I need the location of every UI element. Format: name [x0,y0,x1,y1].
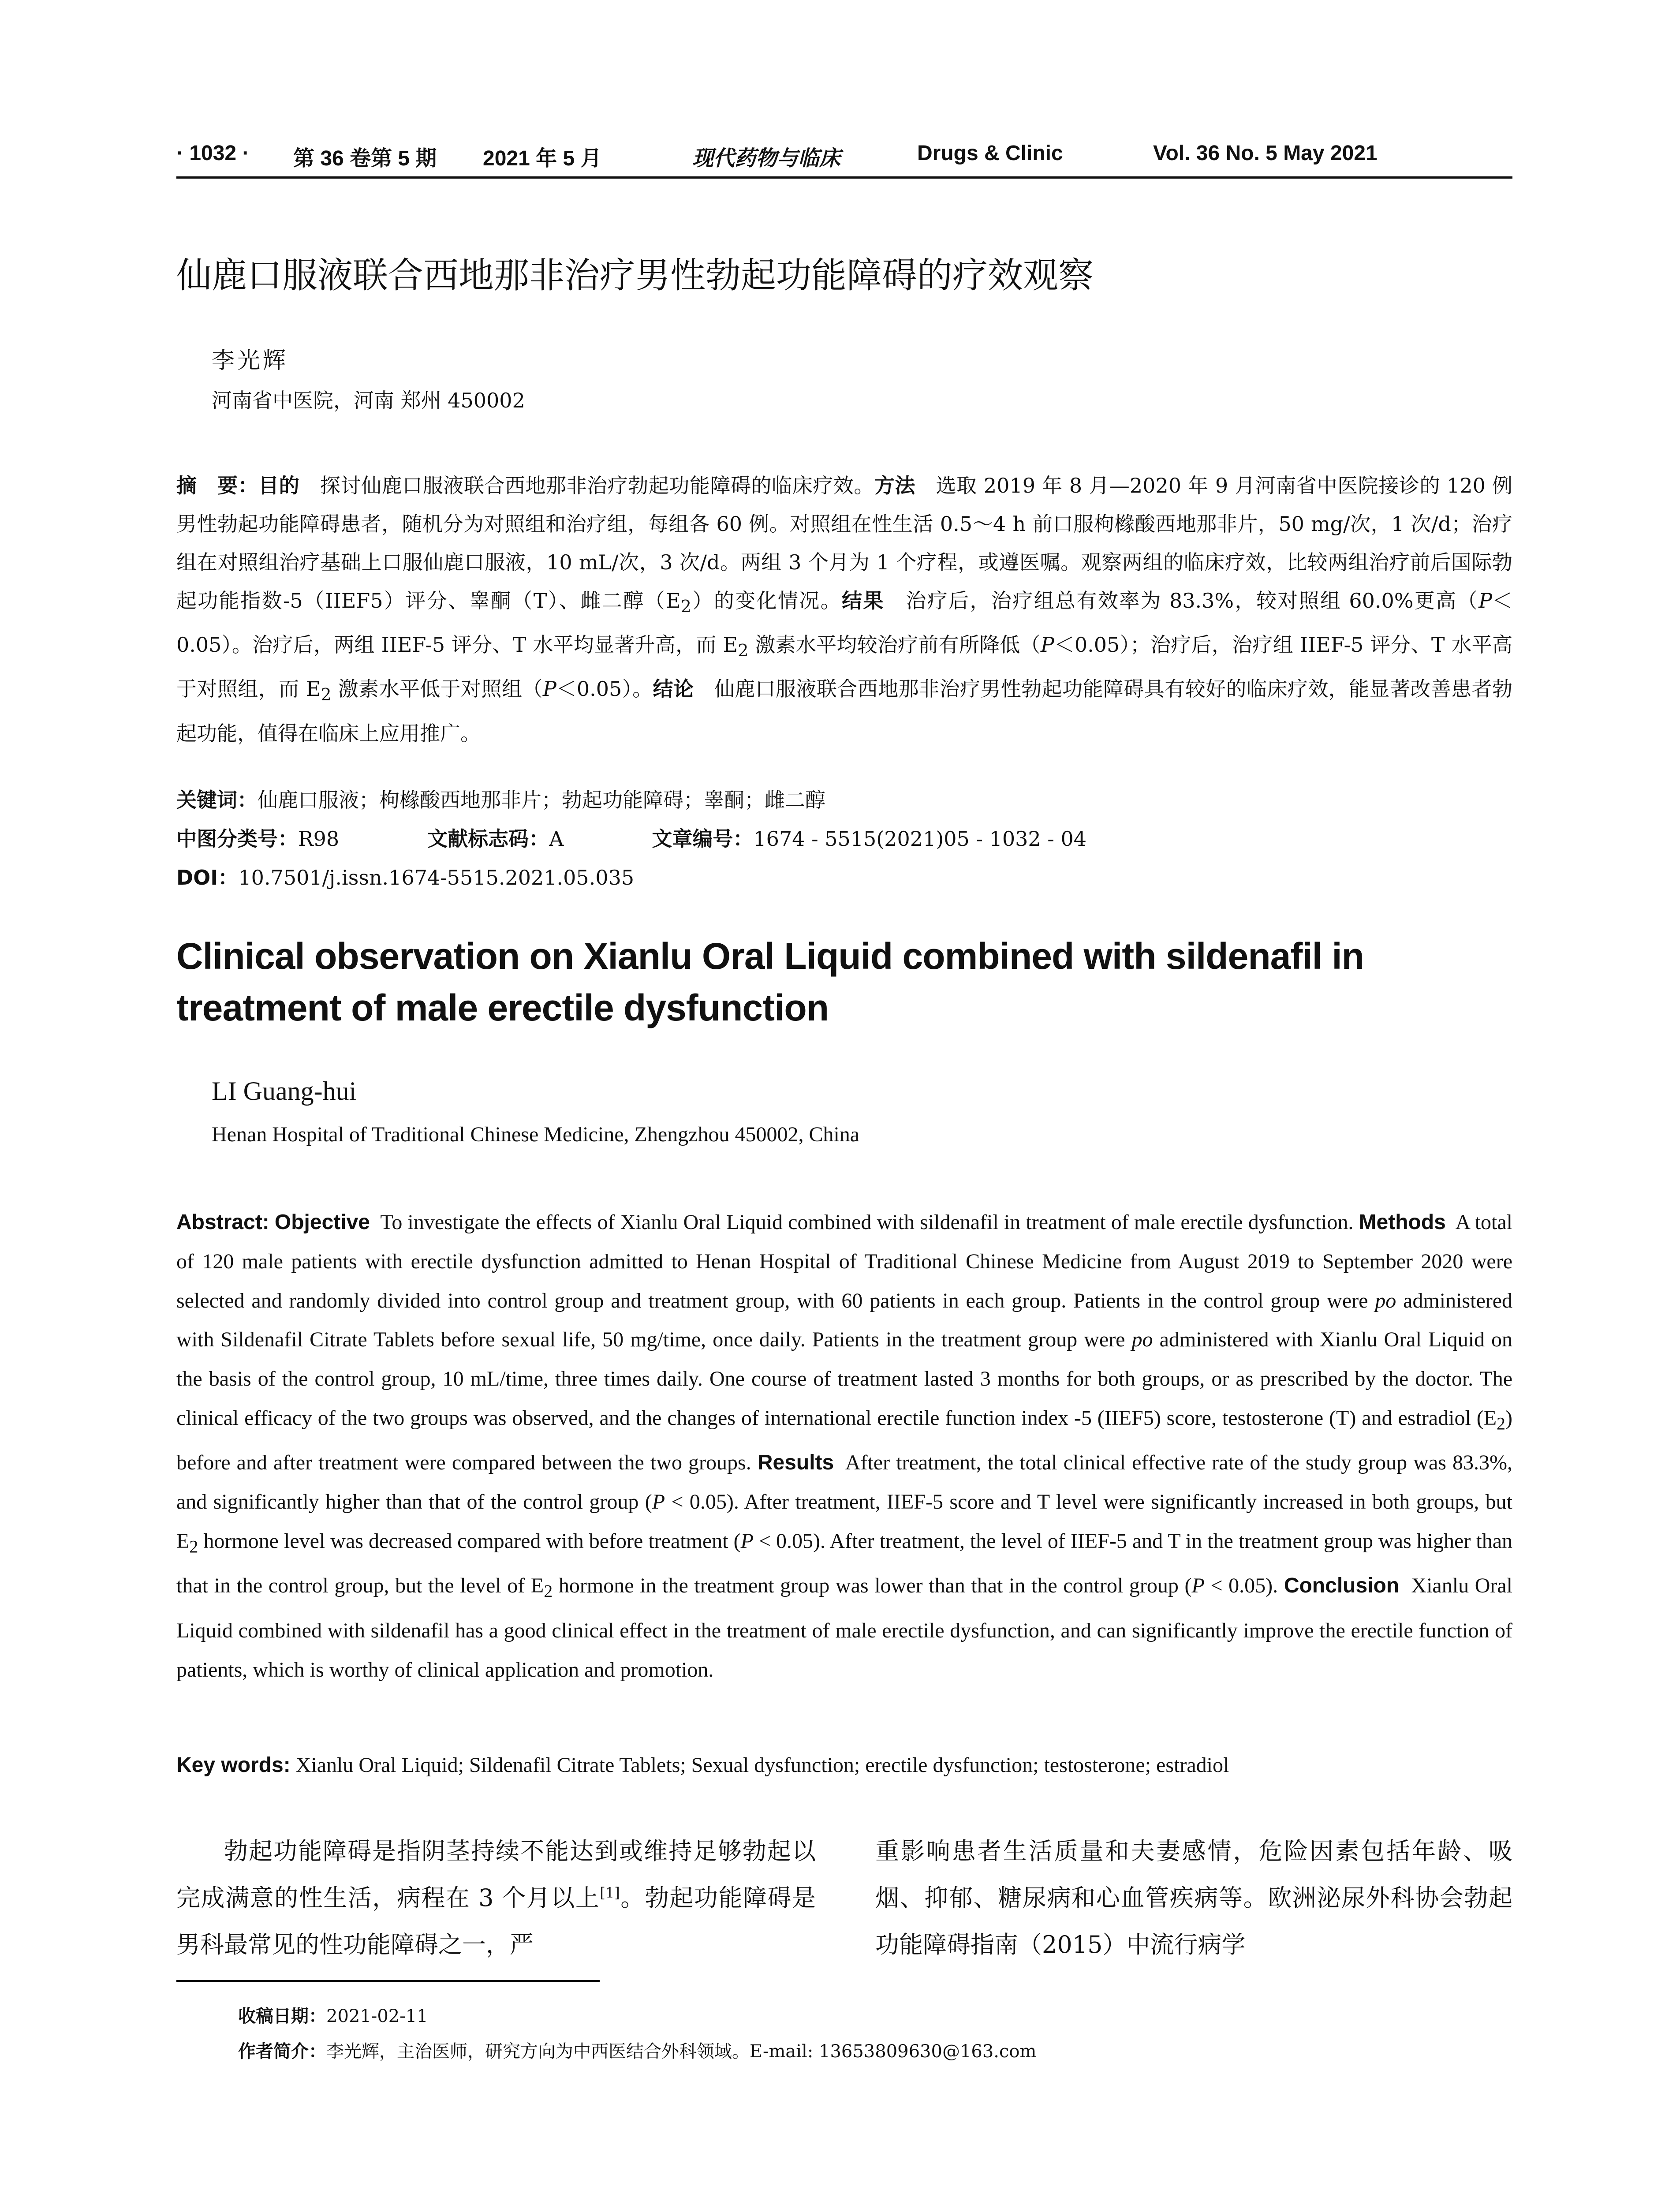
en-results-sub1: 2 [189,1536,198,1557]
en-results-e: hormone in the treatment group was lower than that in the control group ( [553,1574,1192,1598]
citation-ref: [1] [600,1884,620,1901]
cn-methods-sub: 2 [680,597,692,617]
en-results-f: < 0.05). [1204,1574,1278,1598]
running-header [176,141,1512,177]
author-bio-label: 作者简介： [238,2041,326,2062]
cn-results-label: 结果 [842,589,885,613]
cn-class-label: 中图分类号： [176,827,298,851]
en-title: Clinical observation on Xianlu Oral Liquid combined with sildenafil in treatment of male erectile dysfunction [176,935,1364,1028]
en-results-b: < 0.05). After treatment, IIEF-5 score and T level were significantly increased in both groups, but E [176,1490,1512,1553]
en-methods-sub: 2 [1497,1413,1506,1434]
cn-article-value: 1674 - 5515(2021)05 - 1032 - 04 [753,827,1086,851]
en-results-p1: P [652,1490,665,1514]
cn-doi-label: DOI： [176,866,239,889]
cn-keywords-label: 关键词： [176,788,258,812]
volume-en: Vol. 36 No. 5 May 2021 [1153,142,1378,165]
cn-objective-label: 目的 [258,474,300,497]
en-abstract-label: Abstract: [176,1211,269,1234]
author-bio: 李光辉，主治医师，研究方向为中西医结合外科领域。E-mail: 13653809630@163.com [326,2041,1037,2062]
cn-results-p1: P [1478,589,1493,613]
cn-keywords [176,784,825,813]
en-results-p2: P [740,1529,754,1553]
en-keywords-label: Key words: [176,1753,291,1777]
footnote-author [238,2037,1036,2063]
header-rule [176,176,1512,179]
cn-abstract [176,467,1512,753]
cn-abstract-label: 摘 要： [176,474,259,497]
en-results-sub2: 2 [544,1581,553,1601]
en-methods-d: ) before and after treatment were compared between the two groups. [176,1406,1512,1475]
cn-methods-end: ）的变化情况。 [691,589,842,613]
en-results-label: Results [757,1451,834,1475]
en-methods-label: Methods [1359,1211,1446,1234]
footnote-received [238,2002,428,2027]
footnote-rule [176,1980,600,1982]
body-left-text-b: 。勃起功能障碍是男科最常见的性功能障碍之一，严 [176,1884,816,1958]
body-left-text-a: 勃起功能障碍是指阴茎持续不能达到或维持足够勃起以完成满意的性生活，病程在 3 个月以上 [176,1837,816,1912]
en-conclusion: Xianlu Oral Liquid combined with sildenafil has a good clinical effect in the treatment of male erectile dysfunction, and can significantly improve the erectile function of patients, which is worthy of clinical application and promotion. [176,1574,1512,1682]
cn-author: 李光辉 [212,348,289,374]
en-keywords [176,1753,1512,1777]
cn-results-d: ＜0.05）；治疗后，治疗组 IIEF-5 评分、T 水平高于对照组，而 E [176,633,1512,701]
en-abstract [176,1203,1512,1689]
received-label: 收稿日期： [238,2006,326,2026]
en-results-a: After treatment, the total clinical effective rate of the study group was 83.3%, and significantly higher than that of the control group ( [176,1451,1513,1514]
cn-doccode-value: A [549,827,564,851]
cn-results-sub2: 2 [321,685,332,705]
en-affiliation: Henan Hospital of Traditional Chinese Medicine, Zhengzhou 450002, China [212,1123,860,1146]
cn-results-a: 治疗后，治疗组总有效率为 83.3%，较对照组 60.0%更高（ [906,589,1479,613]
en-po-2: po [1131,1328,1153,1352]
en-author: LI Guang-hui [212,1076,357,1106]
en-po-1: po [1375,1289,1396,1312]
en-conclusion-label: Conclusion [1284,1574,1400,1598]
cn-results-c: 激素水平均较治疗前有所降低（ [748,633,1041,657]
en-keywords-value: Xianlu Oral Liquid; Sildenafil Citrate Tablets; Sexual dysfunction; erectile dysfunction; testosterone; estradiol [295,1753,1229,1777]
en-methods-b: administered with Sildenafil Citrate Tablets before sexual life, 50 mg/time, once daily. Patients in the treatment group were [176,1289,1513,1352]
cn-results-e: 激素水平低于对照组（ [331,677,543,701]
journal-name-cn: 现代药物与临床 [692,146,841,171]
cn-classification [176,823,1086,852]
cn-conclusion-label: 结论 [653,677,694,701]
en-results-d: < 0.05). After treatment, the level of IIEF-5 and T in the treatment group was higher than that in the control group, but the level of E [176,1529,1512,1598]
en-objective-label: Objective [274,1211,370,1234]
en-objective: To investigate the effects of Xianlu Oral Liquid combined with sildenafil in treatment of male erectile dysfunction. [380,1211,1354,1234]
cn-conclusion: 仙鹿口服液联合西地那非治疗男性勃起功能障碍具有较好的临床疗效，能显著改善患者勃起功能，值得在临床上应用推广。 [176,677,1513,745]
received-date: 2021-02-11 [326,2006,428,2026]
cn-article-label: 文章编号： [652,827,754,851]
date-cn: 2021 年 5 月 [483,147,602,170]
en-methods-c: administered with Xianlu Oral Liquid on the basis of the control group, 10 mL/time, three times daily. One course of treatment lasted 3 months for both groups, or as prescribed by the doctor. The clinical efficacy of the two groups was observed, and the changes of international erectile function index -5 (IIEF5) score, testosterone (T) and estradiol (E [176,1328,1513,1430]
cn-doi [176,862,634,891]
cn-methods-label: 方法 [874,474,916,497]
cn-doccode-label: 文献标志码： [427,827,549,851]
body-column-right: 重影响患者生活质量和夫妻感情，危险因素包括年龄、吸烟、抑郁、糖尿病和心血管疾病等。欧洲泌尿外科协会勃起功能障碍指南（2015）中流行病学 [875,1837,1512,1958]
cn-results-p3: P [542,677,556,701]
cn-results-sub1: 2 [738,641,749,661]
cn-doi-value: 10.7501/j.issn.1674-5515.2021.05.035 [238,866,635,889]
cn-keywords-value: 仙鹿口服液；枸橼酸西地那非片；勃起功能障碍；睾酮；雌二醇 [258,788,825,812]
cn-class-value: R98 [298,827,340,851]
cn-affiliation: 河南省中医院，河南 郑州 450002 [212,389,525,412]
cn-methods: 选取 2019 年 8 月—2020 年 9 月河南省中医院接诊的 120 例男性勃起功能障碍患者，随机分为对照组和治疗组，每组各 60 例。对照组在性生活 0.5～4 h 前口服枸橼酸西地那非片，50 mg/次，1 次/d；治疗组在对照组治疗基础上口服仙鹿口服液，10 mL/次，3 次/d。两组 3 个月为 1 个疗程，或遵医嘱。观察两组的临床疗效，比较两组治疗前后国际勃起功能指数-5（IIEF5）评分、睾酮（T）、雌二醇（E [176,474,1513,613]
en-results-c: hormone level was decreased compared with before treatment ( [198,1529,741,1553]
cn-results-b: ＜0.05）。治疗后，两组 IIEF-5 评分、T 水平均显著升高，而 E [176,589,1513,657]
volume-cn: 第 36 卷第 5 期 [293,147,437,170]
body-column-left [176,1828,816,1968]
en-methods-a: A total of 120 male patients with erectile dysfunction admitted to Henan Hospital of Traditional Chinese Medicine from August 2019 to September 2020 were selected and randomly divided into control group and treatment group, with 60 patients in each group. Patients in the control group were [176,1211,1513,1312]
cn-results-p2: P [1040,633,1054,657]
journal-name-en: Drugs & Clinic [917,142,1063,165]
en-results-p3: P [1191,1574,1205,1598]
cn-objective: 探讨仙鹿口服液联合西地那非治疗勃起功能障碍的临床疗效。 [320,474,874,497]
page-number: · 1032 · [176,142,250,165]
cn-results-f: ＜0.05）。 [556,677,653,701]
cn-title: 仙鹿口服液联合西地那非治疗男性勃起功能障碍的疗效观察 [176,255,1094,296]
